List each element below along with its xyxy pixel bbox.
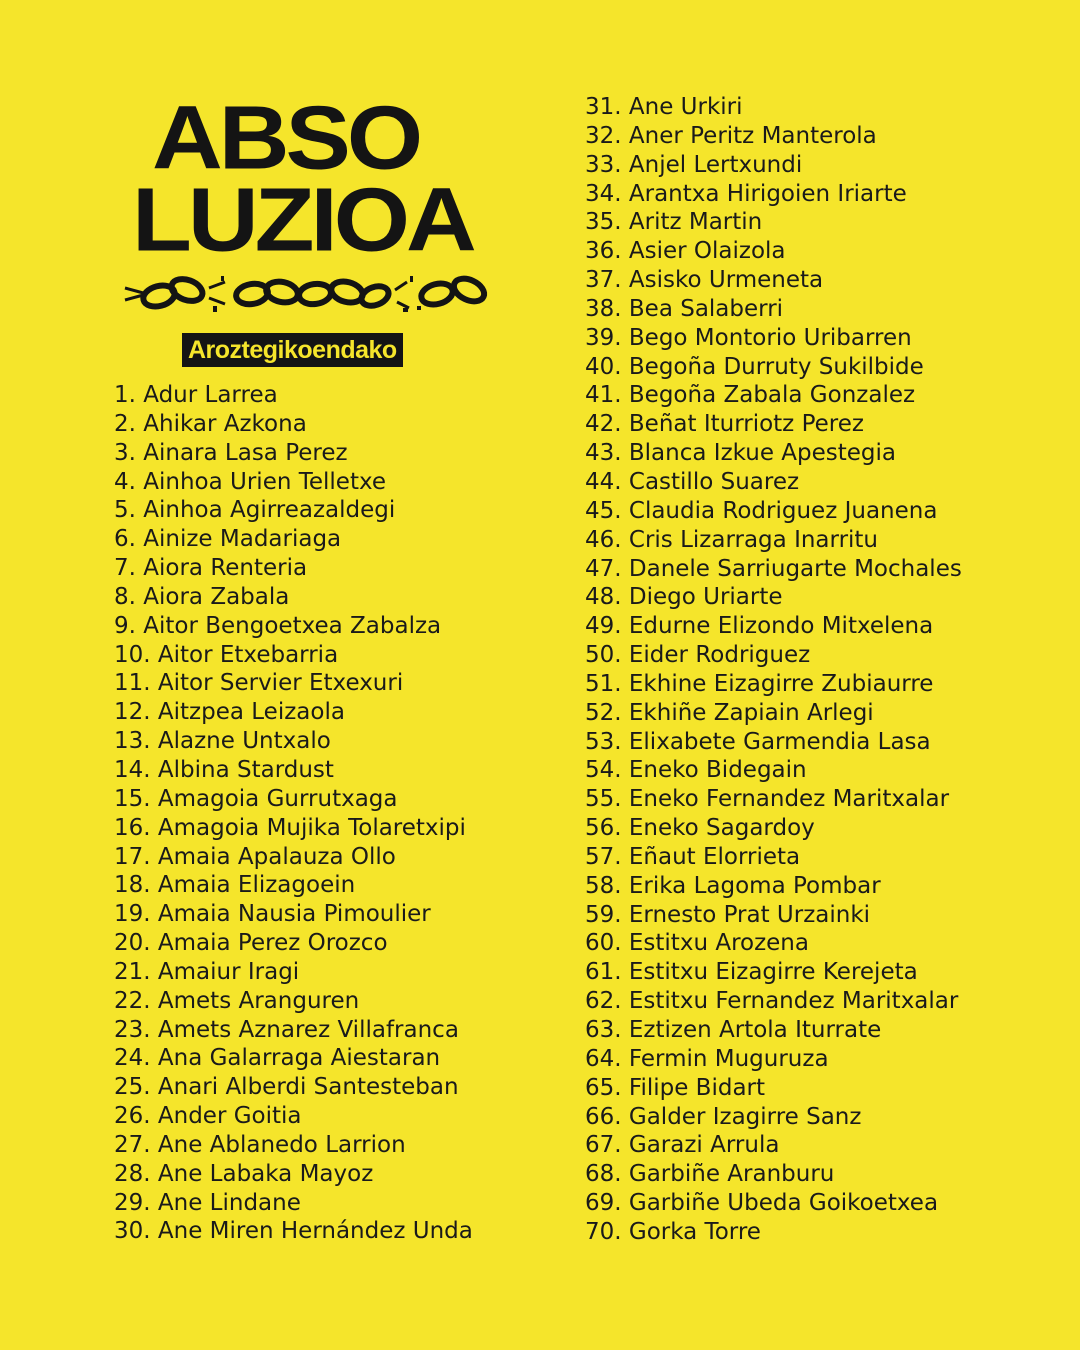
- name-list-item: 50. Eider Rodriguez: [585, 642, 811, 669]
- name-list-item: 12. Aitzpea Leizaola: [114, 699, 345, 726]
- name-list-item: 9. Aitor Bengoetxea Zabalza: [114, 612, 442, 639]
- name-list-item: 39. Bego Montorio Uribarren: [585, 324, 912, 351]
- name-list-item: 8. Aiora Zabala: [114, 583, 290, 610]
- logo-title-line-2: LUZIOA: [132, 168, 473, 270]
- name-list-item: 13. Alazne Untxalo: [114, 728, 331, 755]
- name-list-item: 10. Aitor Etxebarria: [114, 641, 339, 668]
- name-list-item: 45. Claudia Rodriguez Juanena: [585, 497, 938, 524]
- name-list-item: 19. Amaia Nausia Pimoulier: [114, 901, 431, 928]
- broken-chain-icon: [117, 268, 497, 320]
- name-list-item: 31. Ane Urkiri: [585, 94, 743, 120]
- names-list-column-2: [585, 93, 962, 1247]
- name-list-item: 55. Eneko Fernandez Maritxalar: [585, 786, 950, 813]
- names-list-column-1: [114, 381, 473, 1246]
- name-list-item: 25. Anari Alberdi Santesteban: [114, 1074, 459, 1101]
- name-list-item: 2. Ahikar Azkona: [114, 410, 307, 437]
- name-list-item: 60. Estitxu Arozena: [585, 930, 809, 957]
- name-list-item: 41. Begoña Zabala Gonzalez: [585, 382, 916, 409]
- name-list-item: 34. Arantxa Hirigoien Iriarte: [585, 180, 907, 207]
- name-list-item: 24. Ana Galarraga Aiestaran: [114, 1045, 441, 1072]
- name-list-item: 22. Amets Aranguren: [114, 987, 360, 1014]
- name-list-item: 35. Aritz Martin: [585, 209, 763, 236]
- name-list-item: 56. Eneko Sagardoy: [585, 815, 815, 842]
- name-list-item: 57. Eñaut Elorrieta: [585, 843, 801, 870]
- name-list-item: 43. Blanca Izkue Apestegia: [585, 440, 897, 467]
- name-list-item: 17. Amaia Apalauza Ollo: [114, 843, 396, 870]
- name-list-item: 14. Albina Stardust: [114, 756, 334, 783]
- name-list-item: 46. Cris Lizarraga Inarritu: [585, 526, 879, 553]
- name-list-item: 63. Eztizen Artola Iturrate: [585, 1017, 882, 1043]
- name-list-item: 52. Ekhiñe Zapiain Arlegi: [585, 699, 874, 726]
- name-list-item: 1. Adur Larrea: [114, 382, 278, 408]
- name-list-item: 40. Begoña Durruty Sukilbide: [585, 353, 924, 380]
- name-list-item: 33. Anjel Lertxundi: [585, 151, 803, 178]
- name-list-item: 29. Ane Lindane: [114, 1189, 301, 1216]
- name-list-item: 15. Amagoia Gurrutxaga: [114, 785, 398, 812]
- name-list-item: 67. Garazi Arrula: [585, 1132, 780, 1159]
- name-list-item: 69. Garbiñe Ubeda Goikoetxea: [585, 1190, 939, 1217]
- name-list-item: 30. Ane Miren Hernández Unda: [114, 1218, 473, 1245]
- name-list-item: 38. Bea Salaberri: [585, 295, 784, 322]
- name-list-item: 44. Castillo Suarez: [585, 468, 800, 495]
- name-list-item: 7. Aiora Renteria: [114, 555, 308, 582]
- name-list-item: 11. Aitor Servier Etxexuri: [114, 670, 404, 697]
- name-list-item: 62. Estitxu Fernandez Maritxalar: [585, 988, 959, 1015]
- absoluzioa-logo: [112, 88, 502, 378]
- name-list-item: 18. Amaia Elizagoein: [114, 872, 356, 899]
- name-list-item: 59. Ernesto Prat Urzainki: [585, 901, 871, 928]
- name-list-item: 27. Ane Ablanedo Larrion: [114, 1131, 406, 1158]
- name-list-item: 21. Amaiur Iragi: [114, 958, 300, 985]
- name-list-item: 65. Filipe Bidart: [585, 1074, 766, 1101]
- name-list-item: 5. Ainhoa Agirreazaldegi: [114, 497, 396, 524]
- name-list-item: 26. Ander Goitia: [114, 1103, 302, 1130]
- name-list-item: 61. Estitxu Eizagirre Kerejeta: [585, 959, 918, 986]
- name-list-item: 70. Gorka Torre: [585, 1218, 761, 1245]
- name-list-item: 32. Aner Peritz Manterola: [585, 122, 877, 149]
- logo-title-line-1: ABSO: [152, 86, 420, 188]
- name-list-item: 42. Beñat Iturriotz Perez: [585, 411, 864, 438]
- name-list-item: 64. Fermin Muguruza: [585, 1045, 829, 1072]
- name-list-item: 53. Elixabete Garmendia Lasa: [585, 728, 931, 755]
- name-list-item: 58. Erika Lagoma Pombar: [585, 872, 881, 899]
- name-list-item: 3. Ainara Lasa Perez: [114, 439, 348, 466]
- name-list-item: 66. Galder Izagirre Sanz: [585, 1103, 862, 1130]
- name-list-item: 49. Edurne Elizondo Mitxelena: [585, 613, 934, 640]
- name-list-item: 6. Ainize Madariaga: [114, 526, 342, 553]
- logo-tagline: Aroztegikoendako: [182, 333, 403, 367]
- name-list-item: 47. Danele Sarriugarte Mochales: [585, 555, 962, 582]
- name-list-item: 16. Amagoia Mujika Tolaretxipi: [114, 814, 466, 841]
- name-list-item: 51. Ekhine Eizagirre Zubiaurre: [585, 670, 934, 697]
- name-list-item: 23. Amets Aznarez Villafranca: [114, 1016, 459, 1043]
- name-list-item: 36. Asier Olaizola: [585, 238, 786, 265]
- name-list-item: 4. Ainhoa Urien Telletxe: [114, 468, 387, 495]
- name-list-item: 54. Eneko Bidegain: [585, 757, 807, 784]
- name-list-item: 68. Garbiñe Aranburu: [585, 1161, 835, 1188]
- name-list-item: 28. Ane Labaka Mayoz: [114, 1160, 374, 1187]
- name-list-item: 37. Asisko Urmeneta: [585, 267, 824, 294]
- name-list-item: 48. Diego Uriarte: [585, 584, 783, 611]
- name-list-item: 20. Amaia Perez Orozco: [114, 930, 388, 957]
